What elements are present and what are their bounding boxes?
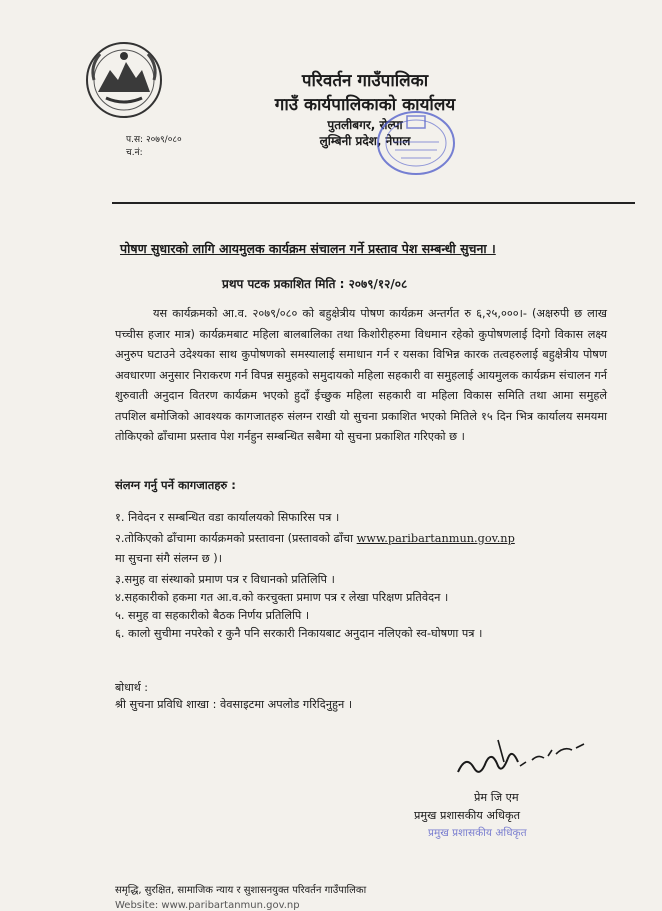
office-province: लुम्बिनी प्रदेश, नेपाल	[319, 134, 411, 148]
attachment-item-2	[115, 531, 515, 546]
attachment-item-3: ३.समुह वा संस्थाको प्रमाण पत्र र विधानको प्रतिलिपि ।	[115, 573, 335, 586]
attachment-item-2-continued: मा सुचना संगै संलग्न छ )।	[115, 552, 222, 565]
handwritten-signature-icon	[452, 732, 592, 792]
signatory-title: प्रमुख प्रशासकीय अधिकृत	[414, 809, 521, 822]
info-label: बोधार्थ :	[115, 681, 148, 694]
header-divider	[112, 202, 635, 204]
first-published-date: प्रथप पटक प्रकाशित मिति : २०७९/१२/०८	[222, 277, 408, 291]
attachment-item-5: ५. समुह वा सहकारीको बैठक निर्णय प्रतिलिपि ।	[115, 609, 310, 622]
office-address: पुतलीबगर, रोल्पा	[327, 118, 403, 132]
notice-body: यस कार्यक्रमको आ.व. २०७९/०८० को बहुक्षेत्रीय पोषण कार्यक्रम अन्तर्गत रु ६,२५,०००।- (अक्षरुपी छ लाख पच्चीस हजार मात्र) कार्यक्रमबाट महिला बालबालिका तथा किशोरीहरुमा विधमान रहेको कुपोषणलाई दिगो विकास लक्ष्य अनुरुप घटाउने उदेश्यका साथ कुपोषणको समस्यालाई समाधान गर्न र यसका विभिन्न कारक तत्वहरुलाई बहुक्षेत्रीय पोषण अवधारणा अनुसार निराकरण गर्न विपन्न समुहको समुदायको महिला सहकारी वा समुहलाई आयमुलक कार्यक्रम संचालन गर्न शुरुवाती अनुदान वितरण कार्यक्रम भएको हुदाँ ईच्छुक महिला सहकारी वा महिला विकास समिति तथा आमा समुहले तपशिल बमोजिको आवश्यक कागजातहरु संलग्न राखी यो सुचना प्रकाशित भएको मितिले १५ दिन भित्र कार्यालय समयमा तोकिएको ढाँचामा प्रस्ताव पेश गर्नहुन सम्बन्धित सबैमा यो सुचना प्रकाशित गरिएको छ ।	[115, 307, 607, 443]
attachment-item-2-text: २.तोकिएको ढाँचामा कार्यक्रमको प्रस्तावना (प्रस्तावको ढाँचा	[115, 532, 357, 545]
footer-website: Website: www.paribartanmun.gov.np	[115, 900, 300, 911]
signatory-stamp: प्रमुख प्रशासकीय अधिकृत	[428, 827, 527, 839]
website-link[interactable]: www.paribartanmun.gov.np	[356, 532, 515, 545]
dispatch-number: च.नं:	[126, 148, 143, 158]
office-seal-stamp-icon	[375, 108, 457, 178]
org-name: परिवर्तन गाउँपालिका	[301, 71, 429, 91]
attachment-item-4: ४.सहकारीको हकमा गत आ.व.को करचुक्ता प्रमाण पत्र र लेखा परिक्षण प्रतिवेदन ।	[115, 591, 449, 604]
signatory-name: प्रेम जि एम	[474, 791, 519, 804]
attachment-item-6: ६. कालो सुचीमा नपरेको र कुनै पनि सरकारी निकायबाट अनुदान नलिएको स्व-घोषणा पत्र ।	[115, 627, 483, 640]
reference-number: प.स: २०७९/०८०	[126, 135, 182, 145]
notice-subject: पोषण सुधारको लागि आयमुलक कार्यक्रम संचालन गर्ने प्रस्ताव पेश सम्बन्धी सुचना ।	[120, 241, 496, 256]
nepal-emblem-icon	[84, 40, 164, 120]
attachment-item-1: १. निवेदन र सम्बन्धित वडा कार्यालयको सिफारिस पत्र ।	[115, 511, 340, 524]
footer-motto: समृद्धि, सुरक्षित, सामाजिक न्याय र सुशासनयुक्त परिवर्तन गाउँपालिका	[115, 885, 367, 896]
info-recipient: श्री सुचना प्रविधि शाखा : वेवसाइटमा अपलोड गरिदिनुहुन ।	[115, 698, 353, 711]
attachments-heading: संलग्न गर्नु पर्ने कागजातहरु :	[115, 478, 236, 492]
office-name: गाउँ कार्यपालिकाको कार्यालय	[274, 95, 456, 115]
